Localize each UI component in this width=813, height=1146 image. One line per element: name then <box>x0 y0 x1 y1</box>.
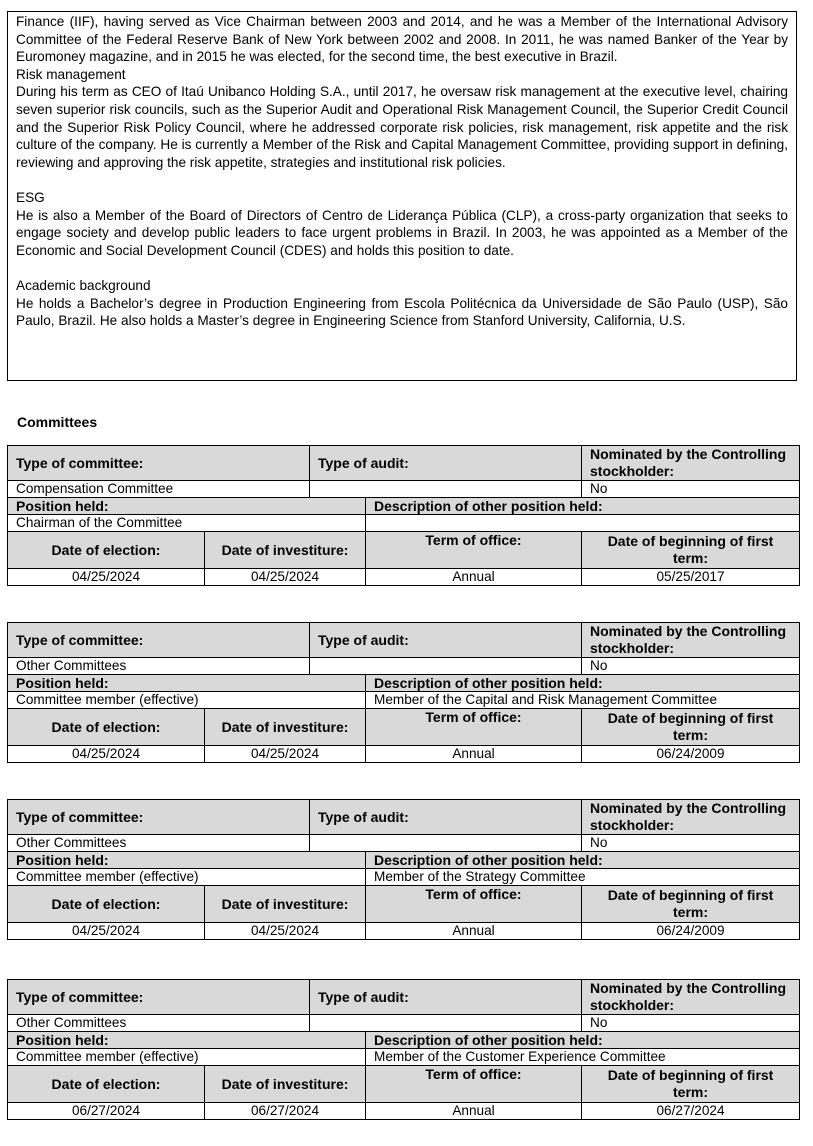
academic-text: He holds a Bachelor’s degree in Production Engineering from Escola Politécnica da Universidade de São Paulo (USP), São Paulo, Brazil. He also holds a Master’s degree in Engineering Science from Stanford University, California, U.S. <box>16 295 788 329</box>
position-held-value: Committee member (effective) <box>8 692 366 709</box>
type-of-audit-value <box>310 1015 582 1032</box>
term-of-office-value: Annual <box>366 569 582 586</box>
term-of-office-label: Term of office: <box>366 886 582 923</box>
date-beginning-label: Date of beginning of first term: <box>582 532 800 569</box>
date-of-investiture-value: 06/27/2024 <box>205 1103 366 1120</box>
position-held-value: Chairman of the Committee <box>8 515 366 532</box>
date-of-investiture-label: Date of investiture: <box>205 886 366 923</box>
type-of-audit-value <box>310 481 582 498</box>
type-of-committee-label: Type of committee: <box>8 446 310 481</box>
date-beginning-label: Date of beginning of first term: <box>582 1066 800 1103</box>
date-of-investiture-label: Date of investiture: <box>205 709 366 746</box>
nominated-value: No <box>582 835 800 852</box>
type-of-committee-value: Compensation Committee <box>8 481 310 498</box>
biography-box <box>7 11 797 381</box>
risk-management-text: During his term as CEO of Itaú Unibanco Holding S.A., until 2017, he oversaw risk management at the executive level, chairing seven superior risk councils, such as the Superior Audit and Operational Risk Management Council, the Superior Credit Council and the Superior Risk Policy Council, where he addressed corporate risk policies, risk management, risk appetite and the risk culture of the company. He is currently a Member of the Risk and Capital Management Committee, providing support in defining, reviewing and approving the risk appetite, strategies and institutional risk policies. <box>16 84 788 170</box>
nominated-value: No <box>582 658 800 675</box>
committee-table <box>7 799 800 940</box>
committee-table <box>7 445 800 586</box>
description-other-label: Description of other position held: <box>366 1032 800 1049</box>
type-of-committee-value: Other Committees <box>8 1015 310 1032</box>
date-beginning-value: 06/24/2009 <box>582 746 800 763</box>
date-of-election-label: Date of election: <box>8 709 205 746</box>
nominated-value: No <box>582 1015 800 1032</box>
term-of-office-value: Annual <box>366 746 582 763</box>
type-of-audit-label: Type of audit: <box>310 980 582 1015</box>
type-of-audit-label: Type of audit: <box>310 446 582 481</box>
date-of-investiture-value: 04/25/2024 <box>205 746 366 763</box>
type-of-audit-value <box>310 835 582 852</box>
date-of-election-value: 04/25/2024 <box>8 569 205 586</box>
description-other-value: Member of the Capital and Risk Management Committee <box>366 692 800 709</box>
type-of-committee-label: Type of committee: <box>8 800 310 835</box>
date-of-election-value: 06/27/2024 <box>8 1103 205 1120</box>
description-other-label: Description of other position held: <box>366 852 800 869</box>
type-of-audit-label: Type of audit: <box>310 800 582 835</box>
date-of-investiture-value: 04/25/2024 <box>205 569 366 586</box>
type-of-committee-value: Other Committees <box>8 658 310 675</box>
position-held-value: Committee member (effective) <box>8 1049 366 1066</box>
position-held-label: Position held: <box>8 852 366 869</box>
type-of-committee-value: Other Committees <box>8 835 310 852</box>
date-beginning-value: 06/27/2024 <box>582 1103 800 1120</box>
date-of-election-value: 04/25/2024 <box>8 923 205 940</box>
description-other-label: Description of other position held: <box>366 498 800 515</box>
term-of-office-label: Term of office: <box>366 1066 582 1103</box>
date-of-investiture-label: Date of investiture: <box>205 532 366 569</box>
type-of-audit-label: Type of audit: <box>310 623 582 658</box>
spacer <box>16 259 788 277</box>
nominated-label: Nominated by the Controlling stockholder: <box>582 980 800 1015</box>
academic-title: Academic background <box>16 277 151 293</box>
date-of-election-label: Date of election: <box>8 1066 205 1103</box>
term-of-office-value: Annual <box>366 923 582 940</box>
committee-table <box>7 979 800 1120</box>
term-of-office-label: Term of office: <box>366 532 582 569</box>
nominated-label: Nominated by the Controlling stockholder: <box>582 446 800 481</box>
date-of-investiture-value: 04/25/2024 <box>205 923 366 940</box>
type-of-committee-label: Type of committee: <box>8 980 310 1015</box>
esg-text: He is also a Member of the Board of Directors of Centro de Liderança Pública (CLP), a cross-party organization that seeks to engage society and develop public leaders to face urgent problems in Brazil. In 2003, he was appointed as a Member of the Economic and Social Development Council (CDES) and holds this position to date. <box>16 207 788 258</box>
description-other-value <box>366 515 800 532</box>
nominated-label: Nominated by the Controlling stockholder: <box>582 623 800 658</box>
position-held-label: Position held: <box>8 675 366 692</box>
bio-intro: Finance (IIF), having served as Vice Chairman between 2003 and 2014, and he was a Member of the International Advisory Committee of the Federal Reserve Bank of New York between 2002 and 2008. In 2011, he was named Banker of the Year by Euromoney magazine, and in 2015 he was elected, for the second time, the best executive in Brazil. <box>16 14 788 65</box>
date-of-election-label: Date of election: <box>8 532 205 569</box>
spacer <box>16 171 788 189</box>
description-other-value: Member of the Strategy Committee <box>366 869 800 886</box>
type-of-audit-value <box>310 658 582 675</box>
committees-heading: Committees <box>17 414 98 430</box>
date-beginning-label: Date of beginning of first term: <box>582 886 800 923</box>
date-of-election-value: 04/25/2024 <box>8 746 205 763</box>
date-of-election-label: Date of election: <box>8 886 205 923</box>
date-of-investiture-label: Date of investiture: <box>205 1066 366 1103</box>
term-of-office-value: Annual <box>366 1103 582 1120</box>
risk-management-title: Risk management <box>16 66 126 82</box>
position-held-label: Position held: <box>8 498 366 515</box>
committee-table <box>7 622 800 763</box>
description-other-value: Member of the Customer Experience Committee <box>366 1049 800 1066</box>
date-beginning-value: 06/24/2009 <box>582 923 800 940</box>
position-held-value: Committee member (effective) <box>8 869 366 886</box>
position-held-label: Position held: <box>8 1032 366 1049</box>
esg-title: ESG <box>16 189 45 205</box>
nominated-label: Nominated by the Controlling stockholder: <box>582 800 800 835</box>
description-other-label: Description of other position held: <box>366 675 800 692</box>
nominated-value: No <box>582 481 800 498</box>
date-beginning-label: Date of beginning of first term: <box>582 709 800 746</box>
type-of-committee-label: Type of committee: <box>8 623 310 658</box>
date-beginning-value: 05/25/2017 <box>582 569 800 586</box>
term-of-office-label: Term of office: <box>366 709 582 746</box>
